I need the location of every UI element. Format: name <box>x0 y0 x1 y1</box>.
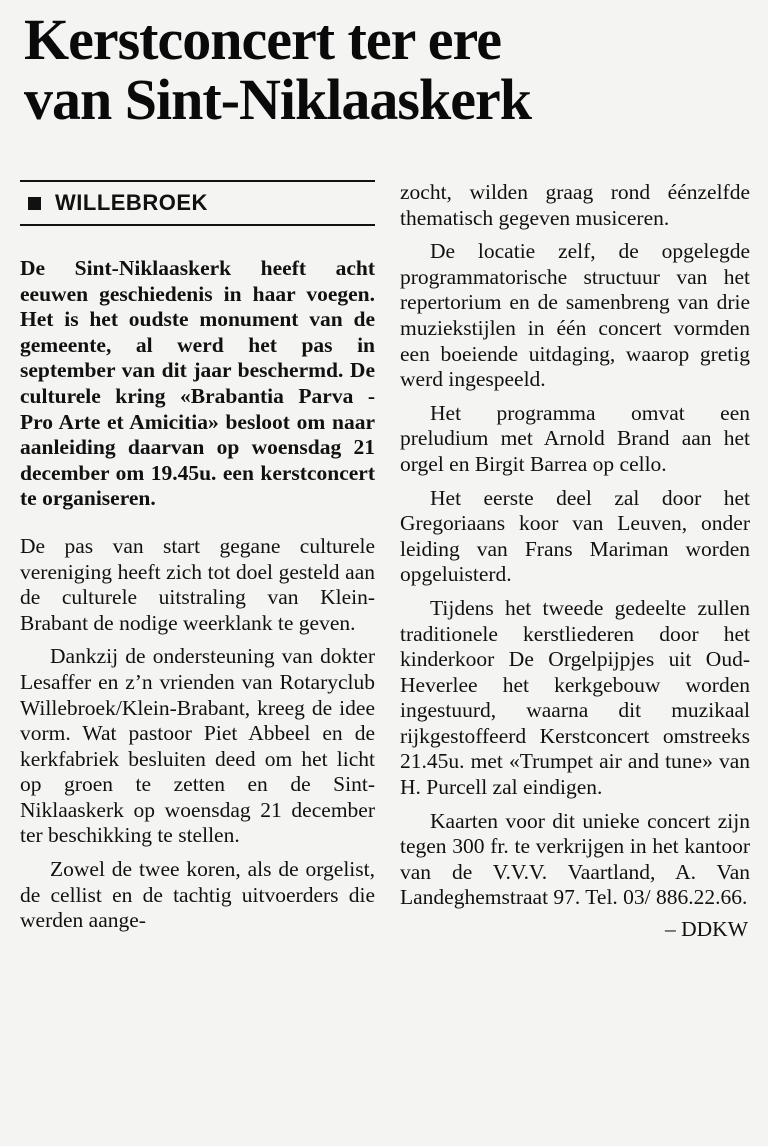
dateline <box>20 182 375 224</box>
body-paragraph: Dankzij de ondersteuning van dokter Lesaffer en z’n vrienden van Rotaryclub Willebroek/Klein-Brabant, kreeg de idee vorm. Wat pastoor Piet Abbeel en de kerkfabriek besluiten deed om het licht op groen te zetten en de Sint-Niklaaskerk op woensdag 21 december ter beschikking te stellen. <box>20 644 375 848</box>
body-paragraph: Het eerste deel zal door het Gregoriaans koor van Leuven, onder leiding van Frans Mariman worden opgeluisterd. <box>400 485 750 587</box>
headline-line-1: Kerstconcert ter ere <box>24 7 501 72</box>
headline <box>24 7 744 132</box>
dateline-square-icon <box>28 197 41 210</box>
body-paragraph: Tijdens het tweede gedeelte zullen traditionele kerstliederen door het kinderkoor De Orgelpijpjes uit Oud-Heverlee het kerkgebouw worden ingestuurd, waarna dit muzikaal rijkgestoffeerd Kerstconcert omstreeks 21.45u. met «Trumpet air and tune» van H. Purcell zal eindigen. <box>400 595 750 800</box>
dateline-rule-bottom <box>20 224 375 226</box>
body-paragraph: zocht, wilden graag rond éénzelfde thematisch gegeven musiceren. <box>400 180 750 230</box>
body-paragraph: Het programma omvat een preludium met Arnold Brand aan het orgel en Birgit Barrea op cello. <box>400 400 750 476</box>
body-paragraph: De locatie zelf, de opgelegde programmatorische structuur van het repertorium en de samenbreng van drie muziekstijlen in één concert vormden een boeiende uitdaging, waarop gretig werd ingespeeld. <box>400 239 750 392</box>
lead-paragraph: De Sint-Niklaaskerk heeft acht eeuwen geschiedenis in haar voegen. Het is het oudste monument van de gemeente, al werd het pas in september van dit jaar beschermd. De culturele kring «Brabantia Parva - Pro Arte et Amicitia» besloot om naar aanleiding daarvan op woensdag 21 december om 19.45u. een kerstconcert te organiseren. <box>20 256 375 511</box>
article-column-right <box>400 180 750 942</box>
body-paragraph: Zowel de twee koren, als de orgelist, de cellist en de tachtig uitvoerders die werden aange- <box>20 857 375 933</box>
dateline-text: WILLEBROEK <box>55 190 208 215</box>
body-paragraph: Kaarten voor dit unieke concert zijn tegen 300 fr. te verkrijgen in het kantoor van de V.V.V. Vaartland, A. Van Landeghemstraat 97. Tel. 03/ 886.22.66. <box>400 808 750 910</box>
author-signature: – DDKW <box>665 917 748 942</box>
body-paragraph: De pas van start gegane culturele vereniging heeft zich tot doel gesteld aan de culturele uitstraling van Klein-Brabant de nodige weerklank te geven. <box>20 533 375 635</box>
article-column-left <box>20 180 375 934</box>
headline-line-2: van Sint-Niklaaskerk <box>24 67 531 132</box>
